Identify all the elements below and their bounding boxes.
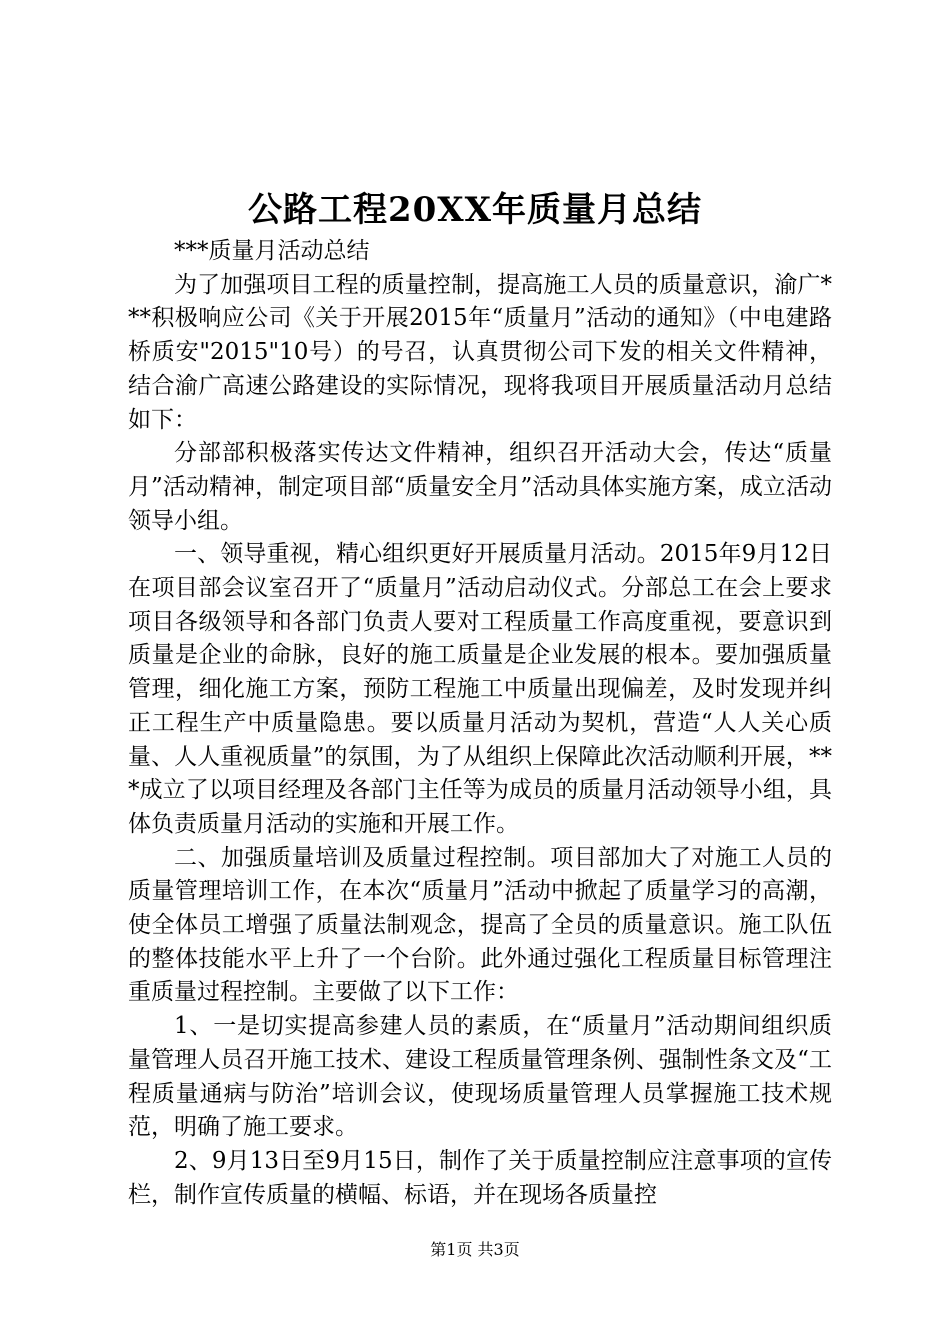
document-title: 公路工程20XX年质量月总结 <box>247 190 703 230</box>
paragraph-item-1: 1、一是切实提高参建人员的素质，在“质量月”活动期间组织质量管理人员召开施工技术、建设工程质量管理条例、强制性条文及“工程质量通病与防治”培训会议，使现场质量管理人员掌握施工技术规范，明确了施工要求。 <box>128 1013 832 1141</box>
paragraph-implementation: 分部部积极落实传达文件精神，组织召开活动大会，传达“质量月”活动精神，制定项目部“质量安全月”活动具体实施方案，成立活动领导小组。 <box>128 440 832 534</box>
paragraph-item-2: 2、9月13日至9月15日，制作了关于质量控制应注意事项的宣传栏，制作宣传质量的横幅、标语，并在现场各质量控 <box>128 1147 832 1208</box>
paragraph-intro: 为了加强项目工程的质量控制，提高施工人员的质量意识，渝广***积极响应公司《关于开展2015年“质量月”活动的通知》（中电建路桥质安"2015"10号）的号召，认真贯彻公司下发的相关文件精神，结合渝广高速公路建设的实际情况，现将我项目开展质量活动月总结如下： <box>128 271 832 433</box>
paragraph-section-1: 一、领导重视，精心组织更好开展质量月活动。2015年9月12日在项目部会议室召开了“质量月”活动启动仪式。分部总工在会上要求项目各级领导和各部门负责人要对工程质量工作高度重视，要意识到质量是企业的命脉，良好的施工质量是企业发展的根本。要加强质量管理，细化施工方案，预防工程施工中质量出现偏差，及时发现并纠正工程生产中质量隐患。要以质量月活动为契机，营造“人人关心质量、人人重视质量”的氛围，为了从组织上保障此次活动顺利开展，***成立了以项目经理及各部门主任等为成员的质量月活动领导小组，具体负责质量月活动的实施和开展工作。 <box>128 541 832 837</box>
paragraph-subtitle: ***质量月活动总结 <box>174 238 370 264</box>
paragraph-section-2: 二、加强质量培训及质量过程控制。项目部加大了对施工人员的质量管理培训工作，在本次“质量月”活动中掀起了质量学习的高潮，使全体员工增强了质量法制观念，提高了全员的质量意识。施工队伍的整体技能水平上升了一个台阶。此外通过强化工程质量目标管理注重质量过程控制。主要做了以下工作： <box>128 844 832 1006</box>
document-body <box>128 235 832 1212</box>
page-footer: 第1页 共3页 <box>430 1240 520 1259</box>
